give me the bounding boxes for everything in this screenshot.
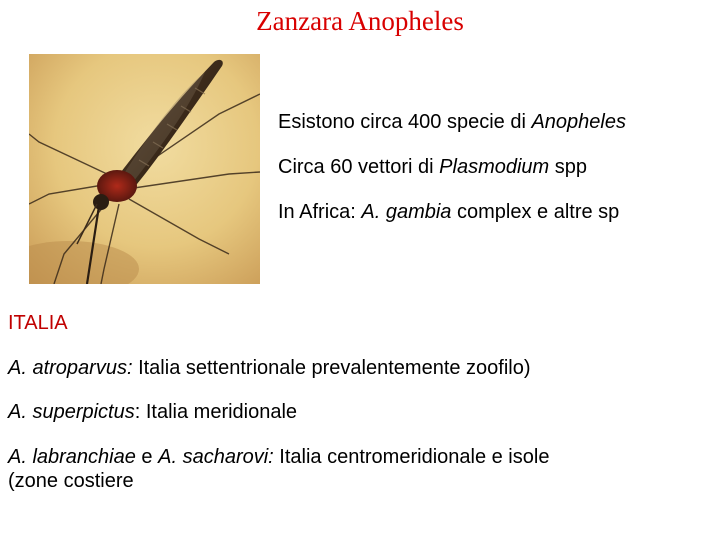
- facts-list: [278, 112, 720, 247]
- species-line-2: (zone costiere: [8, 470, 134, 492]
- species-atroparvus: A. atroparvus: Italia settentrionale prevalentemente zoofilo): [8, 357, 531, 379]
- section-heading-italia: ITALIA: [8, 312, 68, 334]
- fact-species-count: Esistono circa 400 specie di Anopheles: [278, 112, 626, 133]
- slide-title: Zanzara Anopheles: [256, 6, 464, 36]
- species-line-1: A. labranchiae e A. sacharovi: Italia centromeridionale e isole: [8, 446, 550, 468]
- mosquito-icon: [29, 54, 260, 284]
- fact-vectors: Circa 60 vettori di Plasmodium spp: [278, 156, 588, 178]
- mosquito-photo: [29, 54, 260, 284]
- species-superpictus: A. superpictus: Italia meridionale: [8, 401, 298, 423]
- species-labranchiae-sacharovi: [8, 445, 720, 493]
- fact-africa: In Africa: A. gambia complex e altre sp: [278, 201, 620, 223]
